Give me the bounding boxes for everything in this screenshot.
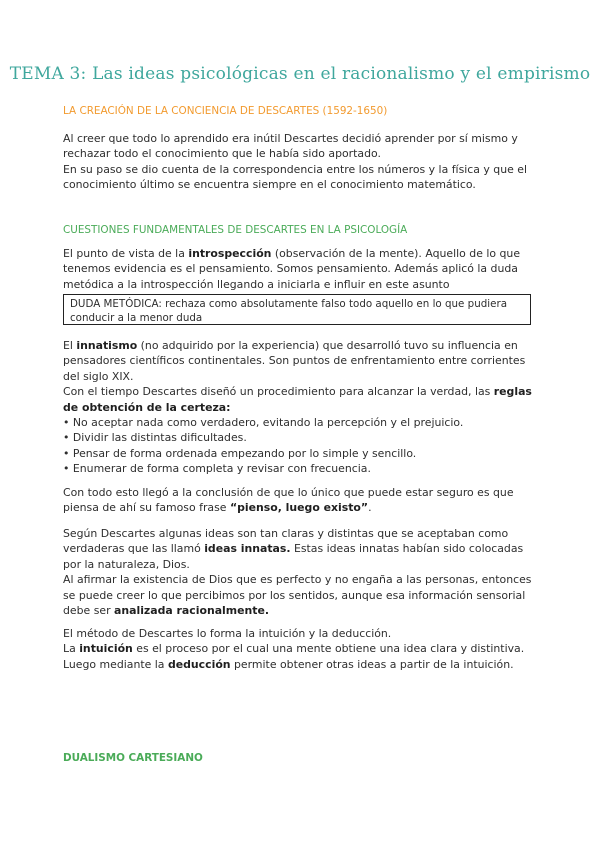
paragraph-paso: En su paso se dio cuenta de la correspondencia entre los números y la física y que el conocimiento último se encuentra siempre en el conocimiento matemático. xyxy=(63,163,528,192)
list-item: • Enumerar de forma completa y revisar con frecuencia. xyxy=(63,461,543,476)
section-heading-cuestiones: CUESTIONES FUNDAMENTALES DE DESCARTES EN LA PSICOLOGÍA xyxy=(63,224,408,236)
term-analizada-racionalmente: analizada racionalmente. xyxy=(114,604,269,618)
term-reglas-certeza: reglas de obtención de la certeza: xyxy=(63,385,532,414)
paragraph-creer: Al creer que todo lo aprendido era inútil Descartes decidió aprender por sí mismo y rechazar todo el conocimiento que le había sido aportado. xyxy=(63,132,518,161)
list-item: • No aceptar nada como verdadero, evitando la percepción y el prejuicio. xyxy=(63,415,543,430)
page-title: TEMA 3: Las ideas psicológicas en el racionalismo y el empirismo xyxy=(9,64,591,84)
paragraph-introspeccion: El punto de vista de la introspección (observación de la mente). Aquello de lo que tenemos evidencia es el pensamiento. Somos pensamiento. Además aplicó la duda metódica a la introspección llegando a iniciarla e influir en este asunto xyxy=(63,247,521,291)
paragraph-ideas-innatas: Según Descartes algunas ideas son tan claras y distintas que se aceptaban como verdaderas que las llamó ideas innatas. Estas ideas innatas habían sido colocadas por la naturaleza, Dios. Al afirmar la existencia de Dios que es perfecto y no engaña a las personas, entonces se puede creer lo que percibimos por los sentidos, aunque esa información sensorial debe ser analizada racionalmente. xyxy=(63,527,532,618)
term-intuicion: intuición xyxy=(79,642,133,656)
term-deduccion: deducción xyxy=(167,657,231,671)
reglas-list xyxy=(63,415,543,477)
section-heading-dualismo: DUALISMO CARTESIANO xyxy=(63,752,203,764)
paragraph-conclusion: Con todo esto llegó a la conclusión de que lo único que puede estar seguro es que piensa de ahí su famoso frase “pienso, luego existo”. xyxy=(63,486,514,515)
term-introspeccion: introspección xyxy=(188,247,272,260)
quote-pienso-luego-existo: “pienso, luego existo” xyxy=(229,501,369,515)
list-item: • Pensar de forma ordenada empezando por lo simple y sencillo. xyxy=(63,446,543,461)
paragraph-innatismo: El innatismo (no adquirido por la experiencia) que desarrolló tuvo su influencia en pensadores científicos continentales. Son puntos de enfrentamiento entre corrientes del siglo XIX. Con el tiempo Descartes diseñó un procedimiento para alcanzar la verdad, las reglas de obtención de la certeza: xyxy=(63,339,532,414)
section-heading-conciencia: LA CREACIÓN DE LA CONCIENCIA DE DESCARTES (1592-1650) xyxy=(63,105,388,117)
term-ideas-innatas: ideas innatas. xyxy=(204,542,291,556)
paragraph-metodo: El método de Descartes lo forma la intuición y la deducción. La intuición es el proceso por el cual una mente obtiene una idea clara y distintiva. Luego mediante la deducción permite obtener otras ideas a partir de la intuición. xyxy=(63,627,525,671)
list-item: • Dividir las distintas dificultades. xyxy=(63,430,543,445)
term-innatismo: innatismo xyxy=(76,339,138,352)
duda-metodica-box: DUDA METÓDICA: rechaza como absolutamente falso todo aquello en lo que pudiera conducir a la menor duda xyxy=(63,294,531,325)
